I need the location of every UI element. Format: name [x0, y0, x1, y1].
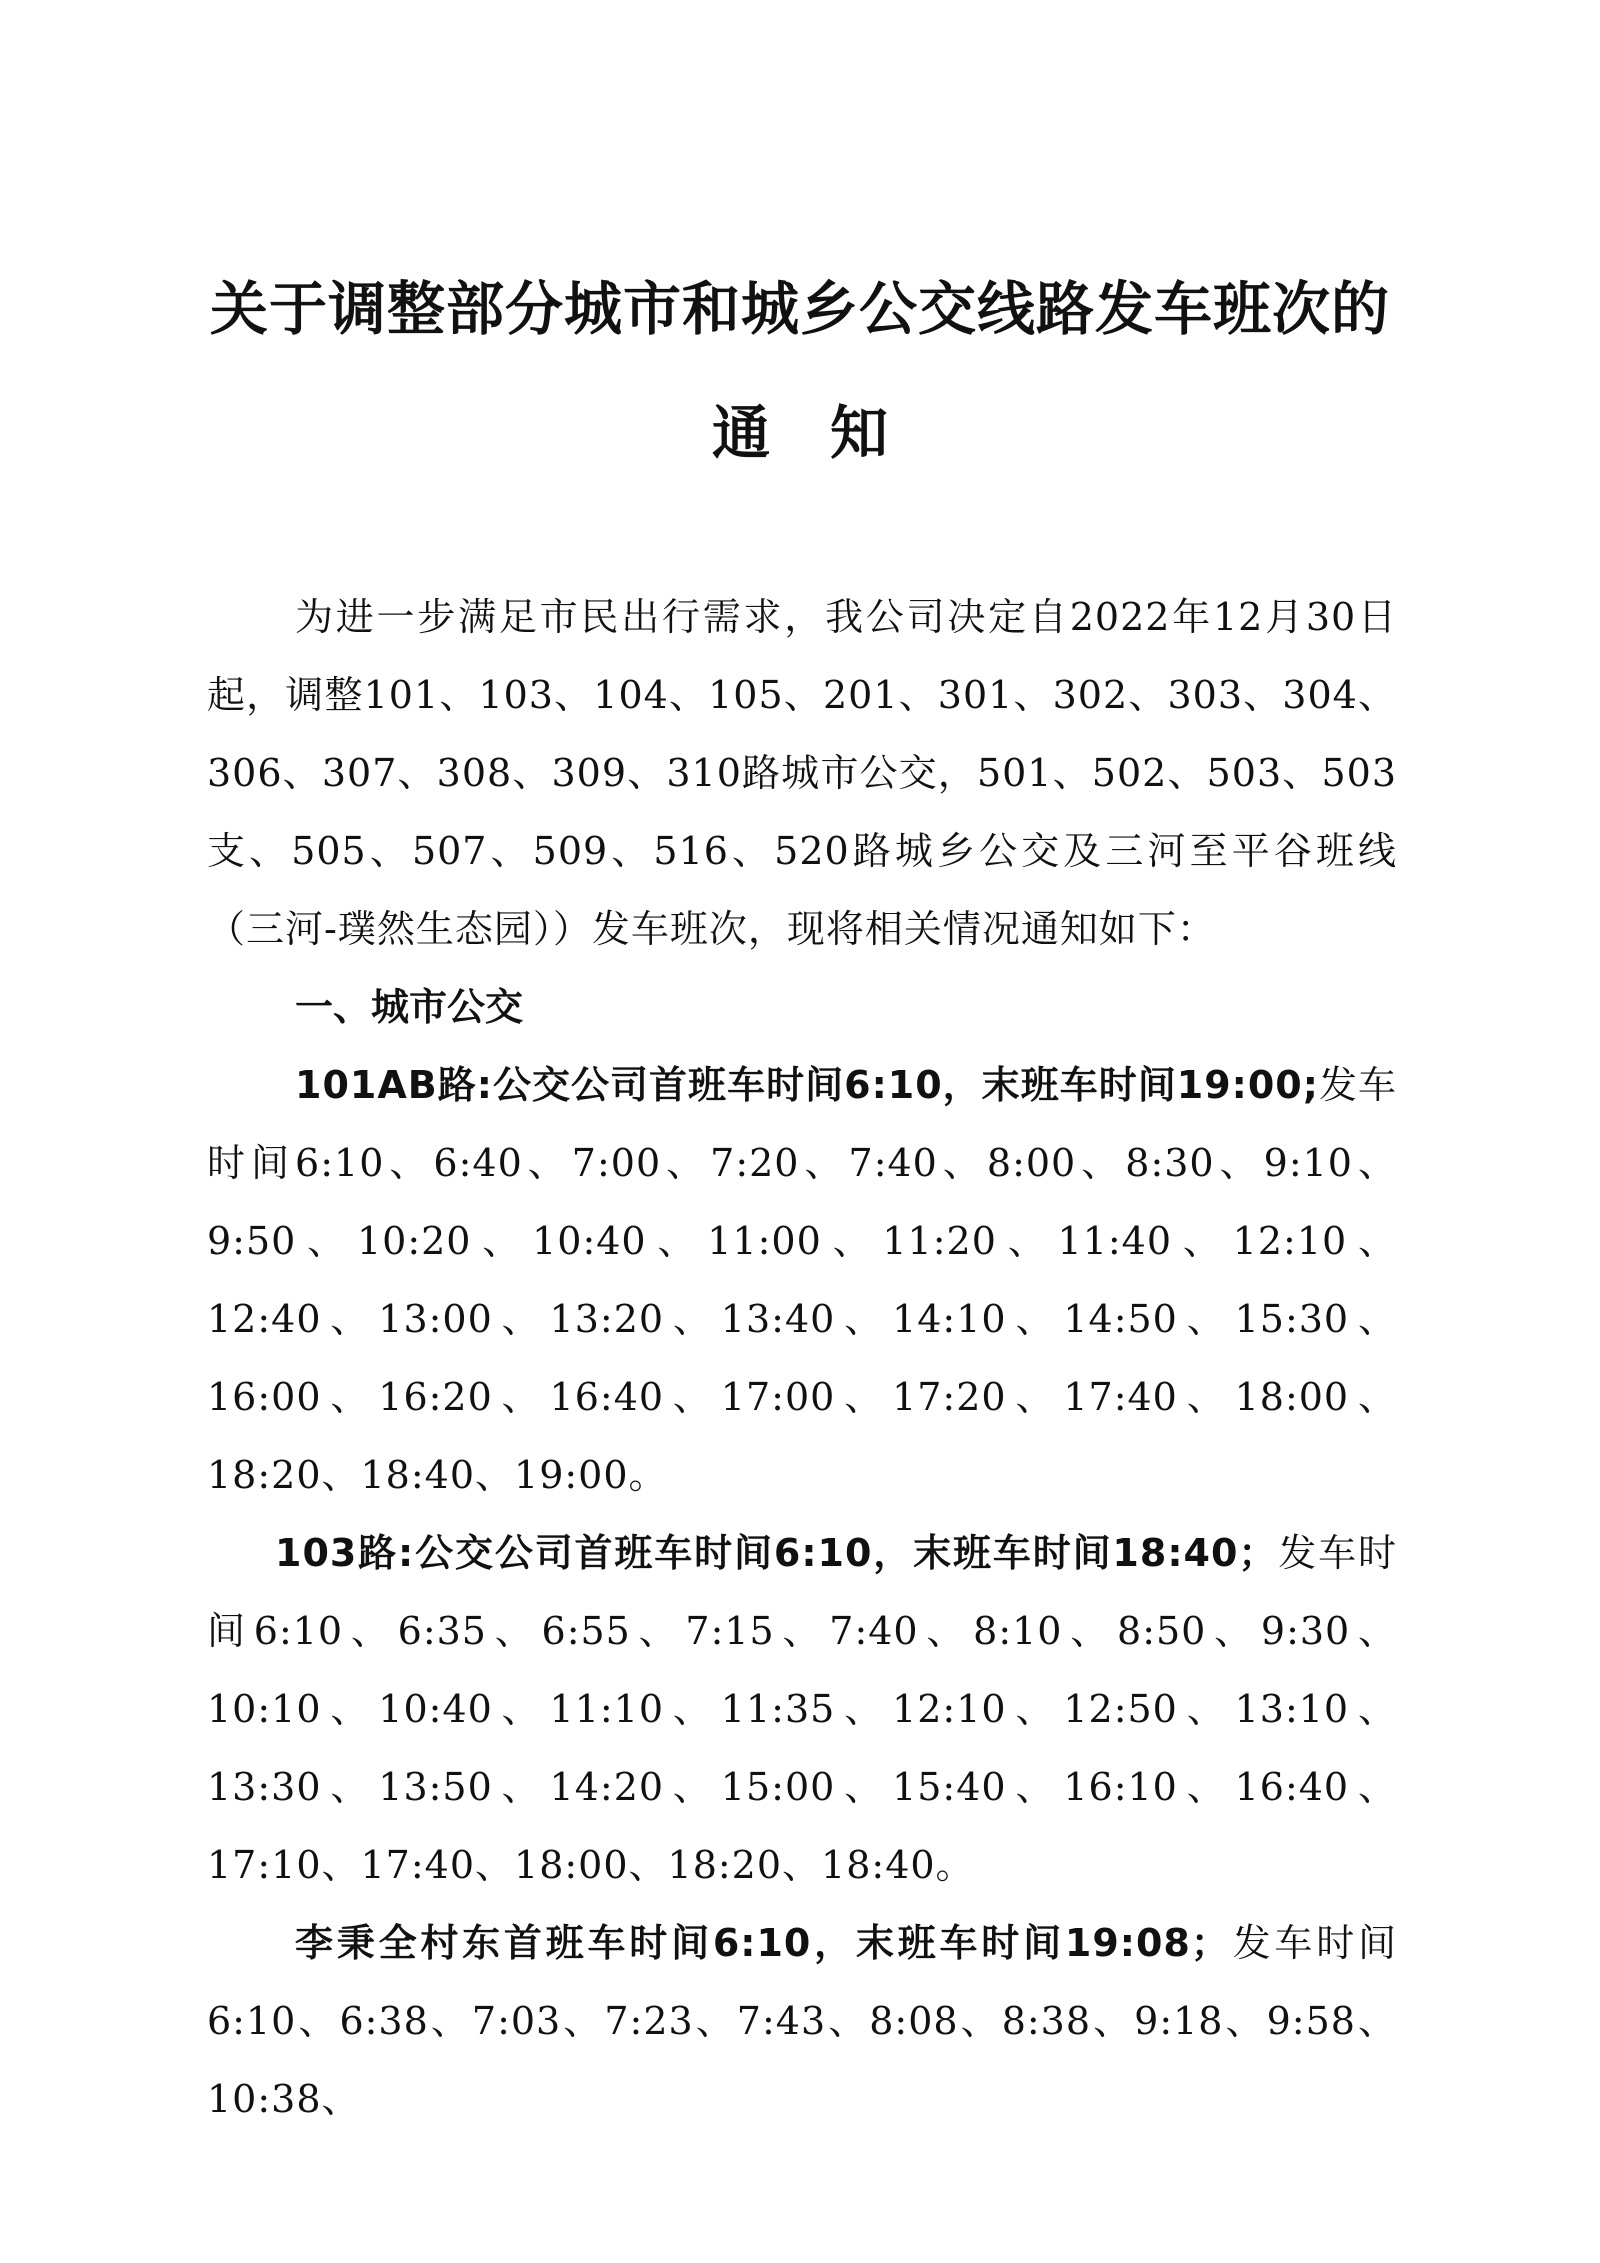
route-103-schedule: 发车时间6:10、6:35、6:55、7:15、7:40、8:10、8:50、9:30、10:10、10:40、11:10、11:35、12:10、12:50、13:10、13:30、13:50、14:20、15:00、15:40、16:10、16:40、17:10、17:40、18:00、18:20、18:40。	[207, 1531, 1397, 1887]
route-101-paragraph	[207, 1046, 1397, 1514]
route-101-schedule: 发车时间6:10、6:40、7:00、7:20、7:40、8:00、8:30、9:10、9:50、10:20、10:40、11:00、11:20、11:40、12:10、12:40、13:00、13:20、13:40、14:10、14:50、15:30、16:00、16:20、16:40、17:00、17:20、17:40、18:00、18:20、18:40、19:00。	[207, 1063, 1397, 1497]
route-103-east-head: 李秉全村东首班车时间6:10，末班车时间19:08；	[295, 1921, 1230, 1965]
route-101-head: 101AB路:公交公司首班车时间6:10，末班车时间19:00;	[295, 1063, 1319, 1107]
notice-title-line-2: 通知	[711, 399, 948, 467]
route-103-paragraph	[207, 1514, 1397, 1904]
route-103-east-paragraph	[207, 1904, 1397, 2138]
route-103-east-schedule: 发车时间6:10、6:38、7:03、7:23、7:43、8:08、8:38、9:18、9:58、10:38、	[207, 1921, 1397, 2121]
section-heading-city-bus: 一、城市公交	[295, 985, 524, 1029]
notice-title-line-1: 关于调整部分城市和城乡公交线路发车班次的	[209, 275, 1390, 343]
intro-paragraph: 为进一步满足市民出行需求，我公司决定自2022年12月30日起，调整101、103、104、105、201、301、302、303、304、306、307、308、309、310路城市公交，501、502、503、503支、505、507、509、516、520路城乡公交及三河至平谷班线（三河-璞然生态园））发车班次，现将相关情况通知如下：	[207, 595, 1397, 951]
notice-body	[207, 578, 1397, 2138]
route-103-head: 103路:公交公司首班车时间6:10，末班车时间18:40；	[275, 1531, 1278, 1575]
